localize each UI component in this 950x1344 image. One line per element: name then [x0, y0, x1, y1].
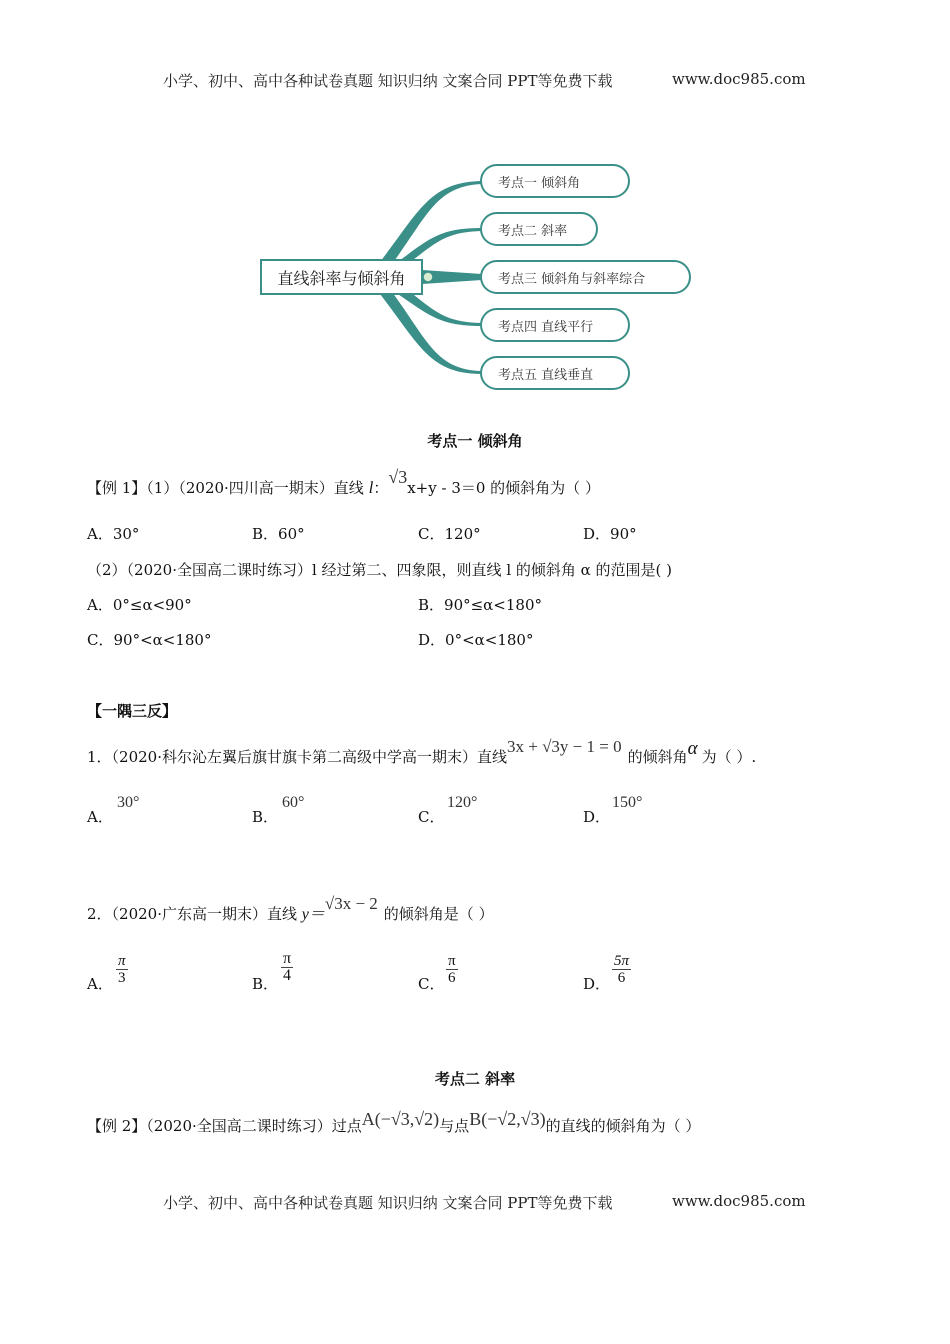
- q2-b-num: π: [283, 950, 292, 967]
- practice-q1: [87, 737, 757, 768]
- ex1-sqrt3: √3: [388, 467, 408, 487]
- ex1-prefix: 【例 1】（1）（2020·四川高一期末）直线: [87, 479, 369, 497]
- mindmap-node-5: 考点五 直线垂直: [480, 356, 630, 390]
- q2-d-num: 5π: [614, 953, 630, 969]
- ex1-part2-stem: （2）（2020·全国高二课时练习）l 经过第二、四象限，则直线 l 的倾斜角 α 的范围是( ): [87, 561, 673, 579]
- mindmap-node-3: 考点三 倾斜角与斜率综合: [480, 260, 691, 294]
- example-1-question: [87, 467, 600, 498]
- q2-prefix: 2．（2020·广东高一期末）直线: [87, 905, 302, 923]
- q1-equation: 3x + √3y − 1 = 0: [507, 737, 622, 756]
- q2-c-den: 6: [448, 970, 456, 986]
- q1-option-b-label: B．: [252, 808, 279, 826]
- q2-option-c-fraction: [446, 953, 458, 986]
- practice-title: 【一隅三反】: [87, 702, 178, 720]
- q1-mid: 的倾斜角: [627, 748, 688, 766]
- q2-equation: √3x − 2: [324, 894, 378, 913]
- ex2-mid: 与点: [439, 1117, 470, 1135]
- header-site: www.doc985.com: [672, 70, 806, 88]
- example-2-question: [87, 1109, 701, 1136]
- q2-option-b-fraction: [281, 951, 293, 984]
- ex1-colon: ：: [373, 479, 389, 497]
- q1-option-c-value: 120°: [447, 794, 478, 811]
- q2-suffix: 的倾斜角是（ ）: [383, 905, 494, 923]
- ex1-option-d: D．90°: [583, 525, 637, 543]
- section-title-2: 考点二 斜率: [434, 1070, 516, 1088]
- q2-option-a-fraction: [116, 953, 128, 986]
- footer-site: www.doc985.com: [672, 1192, 806, 1210]
- root-knob: [423, 272, 433, 282]
- q1-alpha: α: [687, 738, 698, 759]
- ex2-point-b: B(−√2,√3): [469, 1109, 546, 1129]
- ex1-option-a: A．30°: [87, 525, 140, 543]
- ex2-prefix: 【例 2】（2020·全国高二课时练习）过点: [87, 1117, 362, 1135]
- q1-option-d-label: D．: [583, 808, 611, 826]
- mindmap-node-1: 考点一 倾斜角: [480, 164, 630, 198]
- q1-option-d-value: 150°: [612, 794, 643, 811]
- practice-q2: [87, 894, 494, 924]
- section-title-1: 考点一 倾斜角: [427, 432, 523, 450]
- mindmap-connectors: [0, 0, 950, 420]
- q2-b-den: 4: [283, 967, 292, 984]
- ex1-part2-option-b: B．90°≤α<180°: [418, 596, 543, 614]
- q1-suffix: 为（ ）.: [701, 748, 757, 766]
- ex1-part2-option-d: D．0°<α<180°: [418, 631, 534, 649]
- q2-option-a-label: A．: [87, 975, 113, 993]
- q1-option-b-value: 60°: [282, 794, 305, 811]
- q2-c-num: π: [448, 953, 456, 969]
- q1-prefix: 1．（2020·科尔沁左翼后旗甘旗卡第二高级中学高一期末）直线: [87, 748, 507, 766]
- q2-option-b-label: B．: [252, 975, 279, 993]
- ex1-part2-option-a: A．0°≤α<90°: [87, 596, 192, 614]
- q2-a-den: 3: [118, 970, 126, 986]
- ex1-rest: x+y - 3＝0 的倾斜角为（ ）: [407, 479, 600, 497]
- footer-text: 小学、初中、高中各种试卷真题 知识归纳 文案合同 PPT等免费下载: [163, 1194, 613, 1212]
- q2-option-d-fraction: [612, 953, 631, 986]
- q2-y: y＝: [301, 906, 325, 923]
- ex1-option-b: B．60°: [252, 525, 305, 543]
- q1-option-a-label: A．: [87, 808, 113, 826]
- header-text: 小学、初中、高中各种试卷真题 知识归纳 文案合同 PPT等免费下载: [163, 72, 613, 90]
- mindmap-node-2: 考点二 斜率: [480, 212, 598, 246]
- q1-option-a-value: 30°: [117, 794, 140, 811]
- mindmap-node-4: 考点四 直线平行: [480, 308, 630, 342]
- mindmap-root: 直线斜率与倾斜角: [260, 259, 423, 295]
- q2-option-c-label: C．: [418, 975, 445, 993]
- q2-d-den: 6: [617, 970, 626, 986]
- connector-1: [380, 181, 482, 264]
- q2-a-num: π: [118, 953, 126, 969]
- ex2-suffix: 的直线的倾斜角为（ ）: [545, 1117, 701, 1135]
- q1-option-c-label: C．: [418, 808, 445, 826]
- ex1-line-l: l: [368, 478, 374, 497]
- connector-5: [380, 292, 482, 374]
- ex1-part2-option-c: C．90°<α<180°: [87, 631, 212, 649]
- q2-option-d-label: D．: [583, 975, 611, 993]
- page-footer: [163, 1192, 613, 1213]
- ex2-point-a: A(−√3,√2): [361, 1109, 440, 1129]
- ex1-option-c: C．120°: [418, 525, 481, 543]
